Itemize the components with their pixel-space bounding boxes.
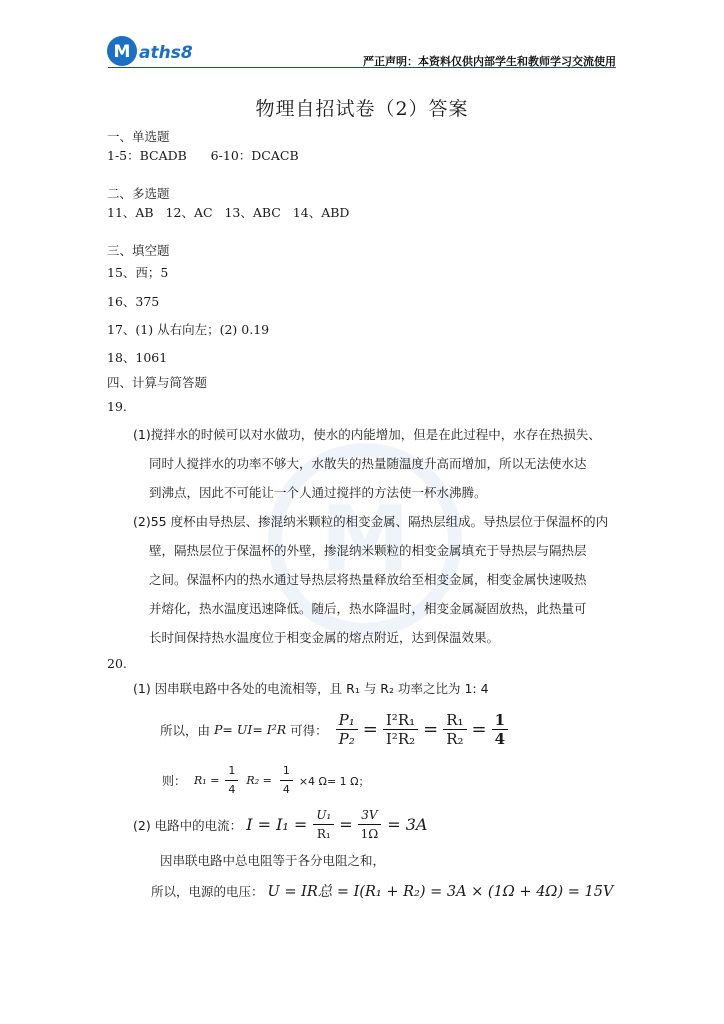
q19-part2-line3: 之间。保温杯内的热水通过导热层将热量释放给至相变金属，相变金属快速吸热	[149, 572, 587, 587]
r1-lhs: R₁ =	[194, 774, 220, 787]
svg-text:aths8: aths8	[139, 43, 193, 63]
q20-ratio-equation	[334, 711, 510, 748]
q20-power-ratio-line	[160, 711, 510, 748]
section-heading-fill-blank: 三、填空题	[107, 243, 170, 258]
current-rhs: = 3A	[387, 815, 428, 834]
fraction-num: U₁	[313, 806, 334, 825]
svg-text:M: M	[113, 42, 131, 62]
q20-voltage-label: 所以，电源的电压：	[151, 883, 264, 899]
equals-sign: =	[423, 719, 439, 740]
answer-q15: 15、西；5	[107, 265, 169, 280]
answer-q17: 17、(1) 从右向左；(2) 0.19	[107, 322, 270, 337]
q20-get-label: 可得：	[290, 722, 328, 738]
r1-rhs: ×4 Ω= 1 Ω；	[298, 774, 370, 788]
fraction-i2r	[383, 711, 418, 748]
voltage-equation: U = IR总 = I(R₁ + R₂) = 3A × (1Ω + 4Ω) = 15V	[267, 884, 614, 900]
q19-part2-line2: 壁，隔热层位于保温杯的外壁，掺混纳米颗粒的相变金属填充于导热层与隔热层	[149, 543, 587, 558]
q20-r1-line	[162, 762, 370, 799]
answer-q18: 18、1061	[107, 350, 168, 365]
fraction-den: R₂	[446, 730, 464, 748]
q19-part2-line1: (2)55 度杯由导热层、掺混纳米颗粒的相变金属、隔热层组成。导热层位于保温杯的内	[133, 514, 609, 529]
equals-sign: =	[362, 719, 378, 740]
current-equation	[242, 806, 427, 843]
fraction-den: R₁	[316, 827, 331, 841]
q20-power-formula: P= UI= I²R	[214, 722, 287, 737]
current-lhs: I = I₁ =	[246, 815, 308, 834]
fraction-den: 1Ω	[360, 827, 379, 841]
svg-text:M: M	[320, 487, 410, 592]
q19-part2-line5: 长时间保持热水温度位于相变金属的熔点附近，达到保温效果。	[149, 630, 500, 645]
fraction-p1-p2	[336, 711, 358, 748]
fraction-den: 4	[494, 730, 506, 748]
equals-sign: =	[471, 719, 487, 740]
page-title: 物理自招试卷（2）答案	[255, 98, 469, 120]
fraction-den: P₂	[338, 730, 355, 748]
q20-then-label: 则：	[162, 774, 187, 788]
q20-part2-label: (2) 电路中的电流：	[133, 817, 243, 833]
fraction-num: 1	[225, 762, 238, 781]
fraction-den: I²R₂	[385, 730, 416, 748]
question-number-19: 19.	[107, 399, 127, 414]
single-choice-answers: 1-5：BCADB 6-10：DCACB	[107, 148, 299, 163]
r2-mid: R₂ =	[246, 774, 272, 787]
fraction-den: 4	[228, 783, 236, 796]
fraction-num: R₁	[443, 711, 466, 730]
fraction-quarter	[225, 762, 238, 799]
section-heading-calculation: 四、计算与简答题	[107, 375, 208, 390]
section-heading-multi-choice: 二、多选题	[107, 186, 170, 201]
question-number-20: 20.	[107, 656, 127, 671]
fraction-num: I²R₁	[383, 711, 418, 730]
fraction-3v-1ohm	[358, 806, 382, 843]
fraction-den: 4	[282, 783, 290, 796]
q19-part1-line3: 到沸点，因此不可能让一个人通过搅拌的方法使一杯水沸腾。	[149, 485, 487, 500]
fraction-quarter	[280, 762, 293, 799]
q19-part1-line2: 同时人搅拌水的功率不够大，水散失的热量随温度升高而增加，所以无法使水达	[149, 456, 587, 471]
q19-part1-line1: (1)搅拌水的时候可以对水做功，使水的内能增加，但是在此过程中，水存在热损失、	[133, 427, 601, 442]
equals-sign: =	[339, 815, 353, 834]
fraction-num: 3V	[358, 806, 382, 825]
copyright-notice: 严正声明：本资料仅供内部学生和教师学习交流使用	[363, 55, 616, 68]
fraction-1-4	[492, 711, 508, 748]
answer-q16: 16、375	[107, 294, 160, 309]
section-heading-single-choice: 一、单选题	[107, 129, 170, 144]
header-divider	[108, 67, 616, 68]
q19-part2-line4: 并熔化，热水温度迅速降低。随后，热水降温时，相变金属凝固放热，此热量可	[149, 601, 587, 616]
fraction-num: 1	[280, 762, 293, 781]
fraction-num: 1	[492, 711, 508, 730]
fraction-num: P₁	[336, 711, 358, 730]
q19-part2	[133, 507, 608, 652]
fraction-u1-r1	[313, 806, 334, 843]
q20-series-note: 因串联电路中总电阻等于各分电阻之和，	[160, 853, 386, 868]
maths8-logo	[106, 34, 216, 68]
q20-current-line	[133, 806, 427, 843]
q19-part1	[133, 420, 601, 507]
q20-by-label: 所以，由	[160, 722, 211, 738]
q20-part1-intro: (1) 因串联电路中各处的电流相等，且 R₁ 与 R₂ 功率之比为 1: 4	[133, 681, 489, 696]
q20-voltage-line	[151, 880, 613, 901]
multi-choice-answers: 11、AB 12、AC 13、ABC 14、ABD	[107, 205, 350, 220]
fraction-r1-r2	[443, 711, 466, 748]
